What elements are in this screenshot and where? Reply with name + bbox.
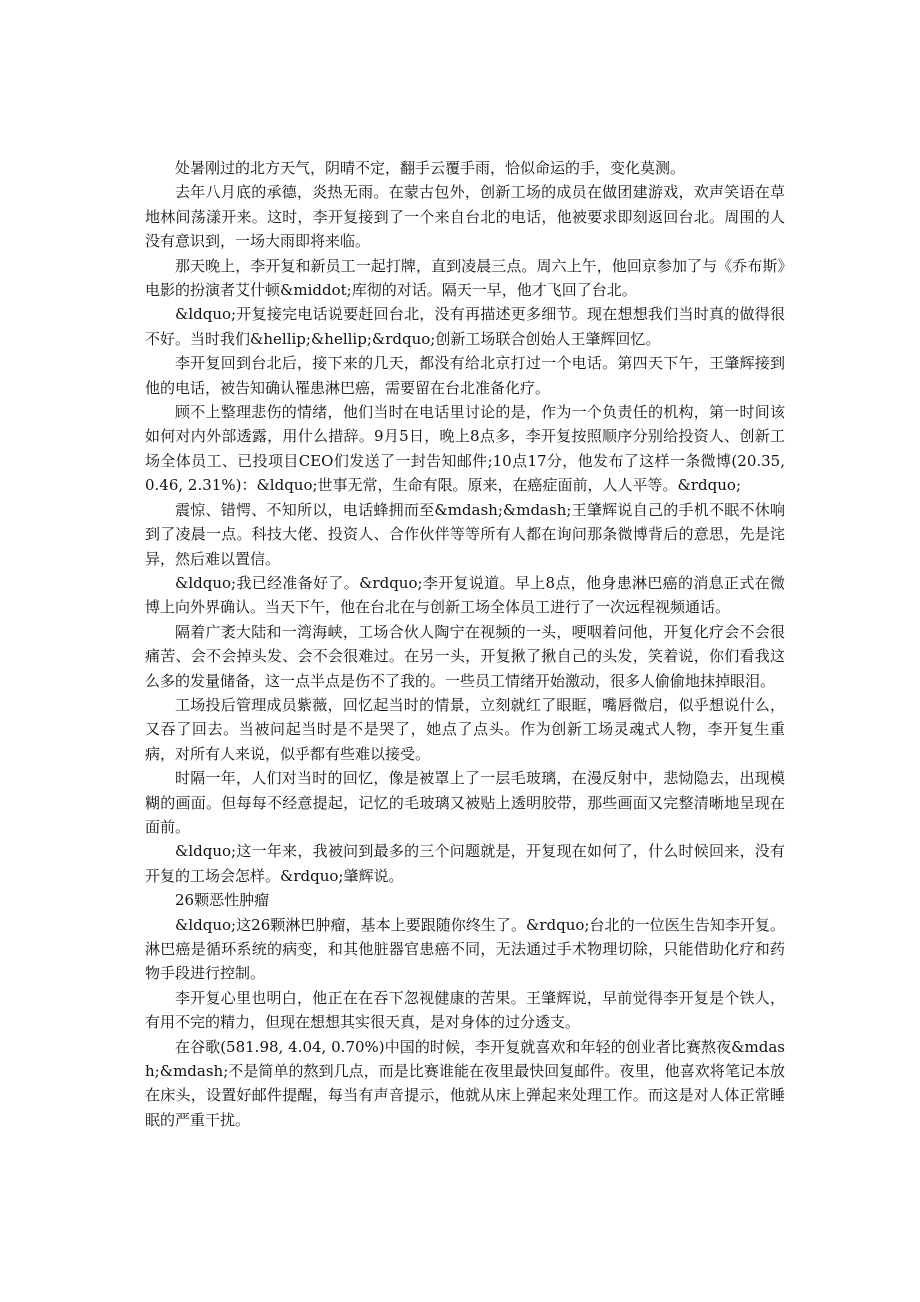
paragraph-10: 工场投后管理成员紫薇，回忆起当时的情景，立刻就红了眼眶，嘴唇微启，似乎想说什么，又吞了回去。当被问起当时是不是哭了，她点了点头。作为创新工场灵魂式人物，李开复生重病，对所有人来说，似乎都有些难以接受。 (145, 695, 785, 763)
paragraph-3: 那天晚上，李开复和新员工一起打牌，直到凌晨三点。周六上午，他回京参加了与《乔布斯》电影的扮演者艾什顿&middot;库彻的对话。隔天一早，他才飞回了台北。 (145, 256, 785, 300)
paragraph-9: 隔着广袤大陆和一湾海峡，工场合伙人陶宁在视频的一头，哽咽着问他，开复化疗会不会很痛苦、会不会掉头发、会不会很难过。在另一头，开复揪了揪自己的头发，笑着说，你们看我这么多的发量储备，这一点半点是伤不了我的。一些员工情绪开始激动，很多人偷偷地抹掉眼泪。 (145, 622, 785, 690)
paragraph-5: 李开复回到台北后，接下来的几天，都没有给北京打过一个电话。第四天下午，王肇辉接到他的电话，被告知确认罹患淋巴癌，需要留在台北准备化疗。 (145, 354, 785, 397)
paragraph-7: 震惊、错愕、不知所以，电话蜂拥而至&mdash;&mdash;王肇辉说自己的手机不眠不休响到了凌晨一点。科技大佬、投资人、合作伙伴等等所有人都在询问那条微博背后的意思，先是诧异，然后难以置信。 (145, 500, 785, 568)
paragraph-1: 处暑刚过的北方天气，阴晴不定，翻手云覆手雨，恰似命运的手，变化莫测。 (175, 159, 686, 177)
paragraph-14: 李开复心里也明白，他正在在吞下忽视健康的苦果。王肇辉说，早前觉得李开复是个铁人，有用不完的精力，但现在想想其实很天真，是对身体的过分透支。 (145, 988, 785, 1032)
paragraph-11: 时隔一年，人们对当时的回忆，像是被罩上了一层毛玻璃，在漫反射中，悲恸隐去，出现模糊的画面。但每每不经意提起，记忆的毛玻璃又被贴上透明胶带，那些画面又完整清晰地呈现在面前。 (145, 769, 785, 836)
paragraph-6: 顾不上整理悲伤的情绪，他们当时在电话里讨论的是，作为一个负责任的机构，第一时间该如何对内外部透露，用什么措辞。9月5日，晚上8点多，李开复按照顺序分别给投资人、创新工场全体员工、已投项目CEO们发送了一封告知邮件;10点17分，他发布了这样一条微博(20.35, 0.46, 2.31%)：&ldquo;世事无常，生命有限。原来，在癌症面前，人人平等。&rdquo; (145, 403, 785, 495)
article-body (145, 156, 785, 1132)
paragraph-13: &ldquo;这26颗淋巴肿瘤，基本上要跟随你终生了。&rdquo;台北的一位医生告知李开复。淋巴癌是循环系统的病变，和其他脏器官患癌不同，无法通过手术物理切除，只能借助化疗和药物手段进行控制。 (145, 915, 785, 983)
paragraph-15: 在谷歌(581.98, 4.04, 0.70%)中国的时候，李开复就喜欢和年轻的创业者比赛熬夜&mdash;&mdash;不是简单的熬到几点，而是比赛谁能在夜里最快回复邮件。夜里，他喜欢将笔记本放在床头，设置好邮件提醒，每当有声音提示，他就从床上弹起来处理工作。而这是对人体正常睡眠的严重干扰。 (145, 1037, 785, 1129)
paragraph-12: &ldquo;这一年来，我被问到最多的三个问题就是，开复现在如何了，什么时候回来，没有开复的工场会怎样。&rdquo;肇辉说。 (145, 842, 785, 885)
section-heading: 26颗恶性肿瘤 (175, 891, 270, 910)
paragraph-4: &ldquo;开复接完电话说要赶回台北，没有再描述更多细节。现在想想我们当时真的做得很不好。当时我们&hellip;&hellip;&rdquo;创新工场联合创始人王肇辉回忆。 (145, 305, 785, 348)
paragraph-8: &ldquo;我已经准备好了。&rdquo;李开复说道。早上8点，他身患淋巴癌的消息正式在微博上向外界确认。当天下午，他在台北在与创新工场全体员工进行了一次远程视频通话。 (145, 573, 785, 617)
paragraph-2: 去年八月底的承德，炎热无雨。在蒙古包外，创新工场的成员在做团建游戏，欢声笑语在草地林间荡漾开来。这时，李开复接到了一个来自台北的电话，他被要求即刻返回台北。周围的人没有意识到，一场大雨即将来临。 (145, 183, 785, 251)
